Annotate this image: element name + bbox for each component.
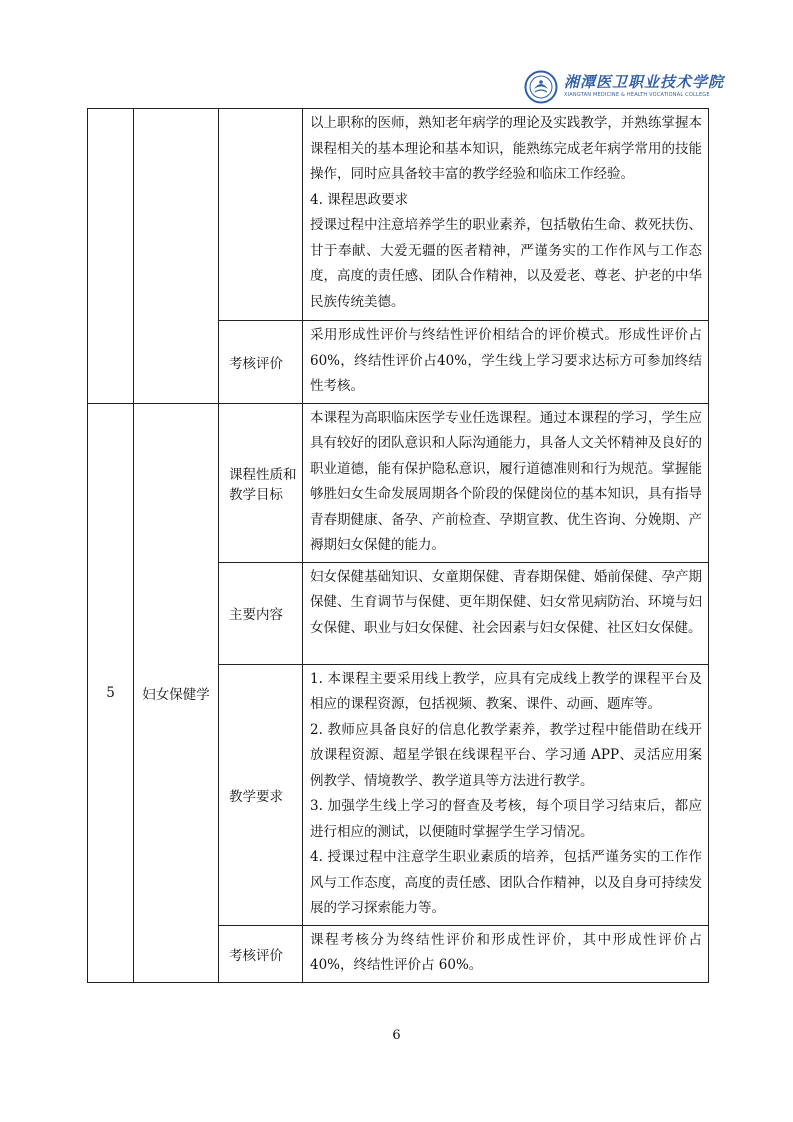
index-cell xyxy=(88,109,134,404)
course-name-cell xyxy=(134,109,219,404)
teaching-requirement-item: 2. 教师应具备良好的信息化教学素养，教学过程中能借助在线开放课程资源、超星学银在线课程平台、学习通 APP、灵活应用案例教学、情境教学、教学道具等方法进行教学。 xyxy=(310,721,702,789)
table-row xyxy=(88,403,709,562)
main-content-text: 妇女保健基础知识、女童期保健、青春期保健、婚前保健、孕产期保健、生育调节与保健、更年期保健、妇女常见病防治、环境与妇女保健、职业与妇女保健、社会因素与妇女保健、社区妇女保健。 xyxy=(303,562,709,664)
table-row xyxy=(88,109,709,321)
content-cell xyxy=(303,109,709,321)
course-index: 5 xyxy=(88,403,134,982)
teaching-requirement-cell xyxy=(303,664,709,925)
course-name: 妇女保健学 xyxy=(134,403,219,982)
logo-chinese-name: 湘潭医卫职业技术学院 xyxy=(564,73,725,91)
assessment-label: 考核评价 xyxy=(219,925,303,982)
course-table xyxy=(87,108,709,983)
nature-goal-label: 课程性质和教学目标 xyxy=(219,403,303,562)
teaching-requirement-item: 4. 授课过程中注意学生职业素质的培养，包括严谨务实的工作作风与工作态度，高度的责任感、团队合作精神，以及自身可持续发展的学习探索能力等。 xyxy=(310,849,702,916)
nature-goal-text: 本课程为高职临床医学专业任选课程。通过本课程的学习，学生应具有较好的团队意识和人际沟通能力，具备人文关怀精神及良好的职业道德，能有保护隐私意识，履行道德准则和行为规范。掌握能够胜妇女生命发展周期各个阶段的保健岗位的基本知识，具有指导青春期健康、备孕、产前检查、孕期宣教、优生咨询、分娩期、产褥期妇女保健的能力。 xyxy=(303,403,709,562)
teacher-requirement-text: 以上职称的医师，熟知老年病学的理论及实践教学，并熟练掌握本课程相关的基本理论和基本知识，能熟练完成老年病学常用的技能操作，同时应具备较丰富的教学经验和临床工作经验。 xyxy=(310,115,702,182)
college-logo xyxy=(524,70,724,106)
teaching-requirement-item: 3. 加强学生线上学习的督查及考核，每个项目学习结束后，都应进行相应的测试，以便随时掌握学生学习情况。 xyxy=(310,798,702,840)
main-content-label: 主要内容 xyxy=(219,562,303,664)
page-number: 6 xyxy=(392,1028,401,1043)
logo-english-name: XIANGTAN MEDICINE & HEALTH VOCATIONAL COLLEGE xyxy=(564,92,710,98)
teaching-requirement-label: 教学要求 xyxy=(219,664,303,925)
item-cell xyxy=(219,109,303,321)
ideology-text: 授课过程中注意培养学生的职业素养，包括敬佑生命、救死扶伤、甘于奉献、大爱无疆的医者精神，严谨务实的工作作风与工作态度，高度的责任感、团队合作精神，以及爱老、尊老、护老的中华民族传统美德。 xyxy=(310,217,702,310)
college-emblem-icon xyxy=(524,70,558,104)
teaching-requirement-item: 1. 本课程主要采用线上教学，应具有完成线上教学的课程平台及相应的课程资源，包括视频、教案、课件、动画、题库等。 xyxy=(310,670,702,712)
assessment-text: 课程考核分为终结性评价和形成性评价，其中形成性评价占 40%，终结性评价占 60%。 xyxy=(303,925,709,982)
assessment-label: 考核评价 xyxy=(219,321,303,404)
ideology-title: 4. 课程思政要求 xyxy=(310,191,409,208)
assessment-text: 采用形成性评价与终结性评价相结合的评价模式。形成性评价占60%，终结性评价占40%，学生线上学习要求达标方可参加终结性考核。 xyxy=(303,321,709,404)
